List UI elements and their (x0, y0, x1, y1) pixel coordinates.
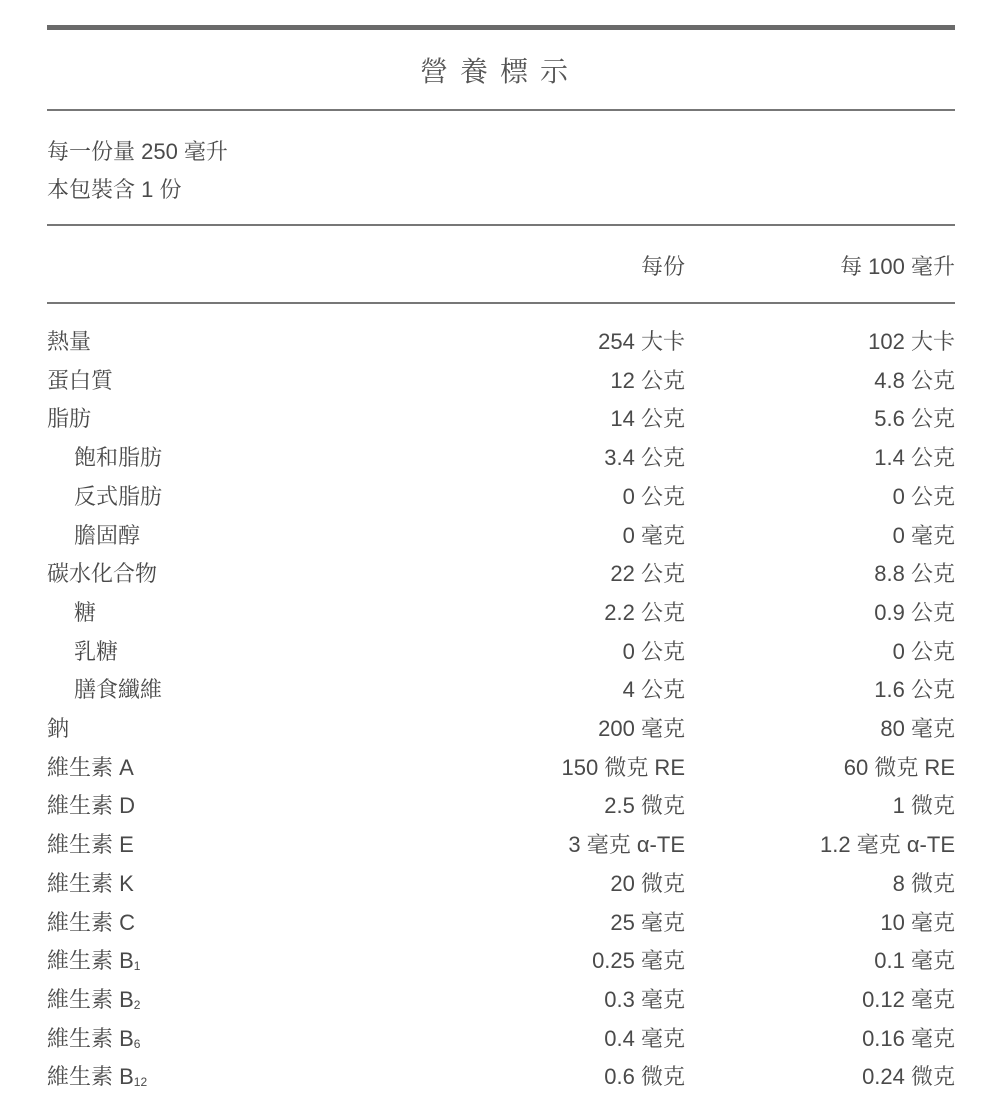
nutrient-label (47, 362, 113, 405)
table-row (47, 865, 955, 903)
nutrient-name: 糖 (74, 599, 97, 625)
nutrient-subscript: 12 (133, 1075, 148, 1090)
table-row (47, 942, 955, 980)
per-serving-value: 0 公克 (622, 483, 685, 509)
nutrient-name: 維生素 B (47, 986, 134, 1012)
nutrient-subscript: 6 (133, 1036, 141, 1051)
per-100ml-value: 10 毫克 (880, 909, 955, 935)
nutrient-name: 維生素 B (47, 1025, 134, 1051)
serving-size: 每一份量 250 毫升 (47, 139, 228, 164)
nutrient-name: 維生素 C (47, 909, 136, 935)
per-serving-value: 0 毫克 (622, 522, 685, 548)
table-row (47, 323, 955, 361)
per-serving-value: 0.6 微克 (604, 1064, 685, 1090)
nutrient-label (47, 787, 135, 830)
per-100ml-value: 0.9 公克 (874, 599, 955, 625)
per-serving-value: 3.4 公克 (604, 445, 685, 471)
table-row (47, 517, 955, 555)
nutrient-label (47, 981, 140, 1024)
per-serving-value: 200 毫克 (598, 716, 685, 741)
table-row (47, 749, 955, 787)
nutrient-label (47, 826, 134, 869)
nutrient-name: 蛋白質 (47, 367, 114, 393)
per-serving-value: 14 公克 (610, 406, 685, 432)
nutrient-name: 維生素 B (47, 948, 134, 974)
table-row (47, 1020, 955, 1058)
nutrient-label (47, 865, 134, 908)
per-serving-value: 2.5 微克 (604, 793, 685, 819)
table-row (47, 633, 955, 671)
per-serving-value: 2.2 公克 (604, 599, 685, 625)
table-row (47, 710, 955, 748)
nutrient-name: 維生素 D (47, 793, 136, 819)
per-serving-value: 0.4 毫克 (604, 1025, 685, 1051)
per-100ml-value: 0.12 毫克 (862, 986, 955, 1012)
nutrient-name: 維生素 E (47, 832, 134, 858)
per-100ml-value: 0 毫克 (892, 522, 955, 548)
nutrient-subscript: 2 (133, 997, 141, 1012)
nutrient-label (74, 439, 162, 482)
nutrient-label (47, 749, 134, 792)
per-serving-value: 12 公克 (610, 367, 685, 393)
nutrient-name: 維生素 A (47, 754, 134, 780)
per-serving-value: 25 毫克 (610, 909, 685, 935)
per-100ml-value: 8.8 公克 (874, 561, 955, 587)
nutrient-name: 飽和脂肪 (74, 445, 163, 471)
table-row (47, 787, 955, 825)
nutrient-label (47, 400, 91, 443)
per-serving-value: 0.25 毫克 (592, 948, 685, 974)
label-title: 營養標示 (419, 56, 580, 87)
table-row (47, 555, 955, 593)
nutrient-name: 鈉 (47, 716, 70, 741)
per-serving-value: 150 微克 RE (561, 754, 685, 780)
table-row (47, 1058, 955, 1096)
per-serving-value: 0.3 毫克 (604, 986, 685, 1012)
nutrient-label (47, 1020, 140, 1063)
per-100ml-value: 1.6 公克 (874, 677, 955, 703)
divider (47, 109, 955, 111)
nutrient-label (74, 671, 162, 714)
nutrient-label (74, 594, 96, 637)
nutrient-label (47, 323, 91, 366)
nutrient-subscript: 1 (133, 959, 141, 974)
table-row (47, 362, 955, 400)
per-100ml-value: 80 毫克 (880, 716, 955, 741)
nutrient-name: 碳水化合物 (47, 561, 158, 587)
nutrient-name: 維生素 B (47, 1064, 134, 1090)
per-100ml-value: 0 公克 (892, 483, 955, 509)
servings-per-package: 本包裝含 1 份 (47, 177, 182, 202)
per-100ml-value: 0.24 微克 (862, 1064, 955, 1090)
nutrient-name: 維生素 K (47, 870, 134, 896)
per-100ml-value: 0 公克 (892, 638, 955, 664)
top-rule (47, 25, 955, 30)
nutrient-label (74, 478, 162, 521)
table-row (47, 594, 955, 632)
per-serving-value: 22 公克 (610, 561, 685, 587)
nutrient-label (74, 633, 118, 676)
per-100ml-value: 1.4 公克 (874, 445, 955, 471)
per-100ml-value: 1.2 毫克 α-TE (820, 832, 955, 858)
nutrient-label (74, 517, 140, 560)
nutrient-name: 膽固醇 (74, 522, 141, 548)
per-serving-value: 3 毫克 α-TE (568, 832, 685, 858)
divider (47, 302, 955, 304)
divider (47, 224, 955, 226)
nutrient-label (47, 942, 140, 985)
table-row (47, 981, 955, 1019)
table-row (47, 671, 955, 709)
header-per-100ml: 每 100 毫升 (840, 254, 955, 279)
per-100ml-value: 102 大卡 (868, 329, 955, 354)
per-100ml-value: 0.16 毫克 (862, 1025, 955, 1051)
nutrient-name: 膳食纖維 (74, 677, 163, 703)
per-serving-value: 20 微克 (610, 870, 685, 896)
nutrient-label (47, 904, 135, 947)
per-100ml-value: 5.6 公克 (874, 406, 955, 432)
table-row (47, 439, 955, 477)
table-row (47, 478, 955, 516)
nutrient-label (47, 555, 157, 598)
nutrient-label (47, 1058, 147, 1101)
table-row (47, 400, 955, 438)
nutrient-name: 乳糖 (74, 638, 119, 664)
table-row (47, 904, 955, 942)
per-serving-value: 254 大卡 (598, 329, 685, 354)
per-100ml-value: 8 微克 (892, 870, 955, 896)
per-serving-value: 4 公克 (622, 677, 685, 703)
nutrient-name: 脂肪 (47, 406, 92, 432)
nutrient-name: 熱量 (47, 329, 92, 354)
header-per-serving: 每份 (640, 254, 685, 279)
per-serving-value: 0 公克 (622, 638, 685, 664)
per-100ml-value: 60 微克 RE (843, 754, 955, 780)
per-100ml-value: 0.1 毫克 (874, 948, 955, 974)
per-100ml-value: 4.8 公克 (874, 367, 955, 393)
table-row (47, 826, 955, 864)
per-100ml-value: 1 微克 (892, 793, 955, 819)
nutrient-name: 反式脂肪 (74, 483, 163, 509)
nutrient-label (47, 710, 69, 753)
